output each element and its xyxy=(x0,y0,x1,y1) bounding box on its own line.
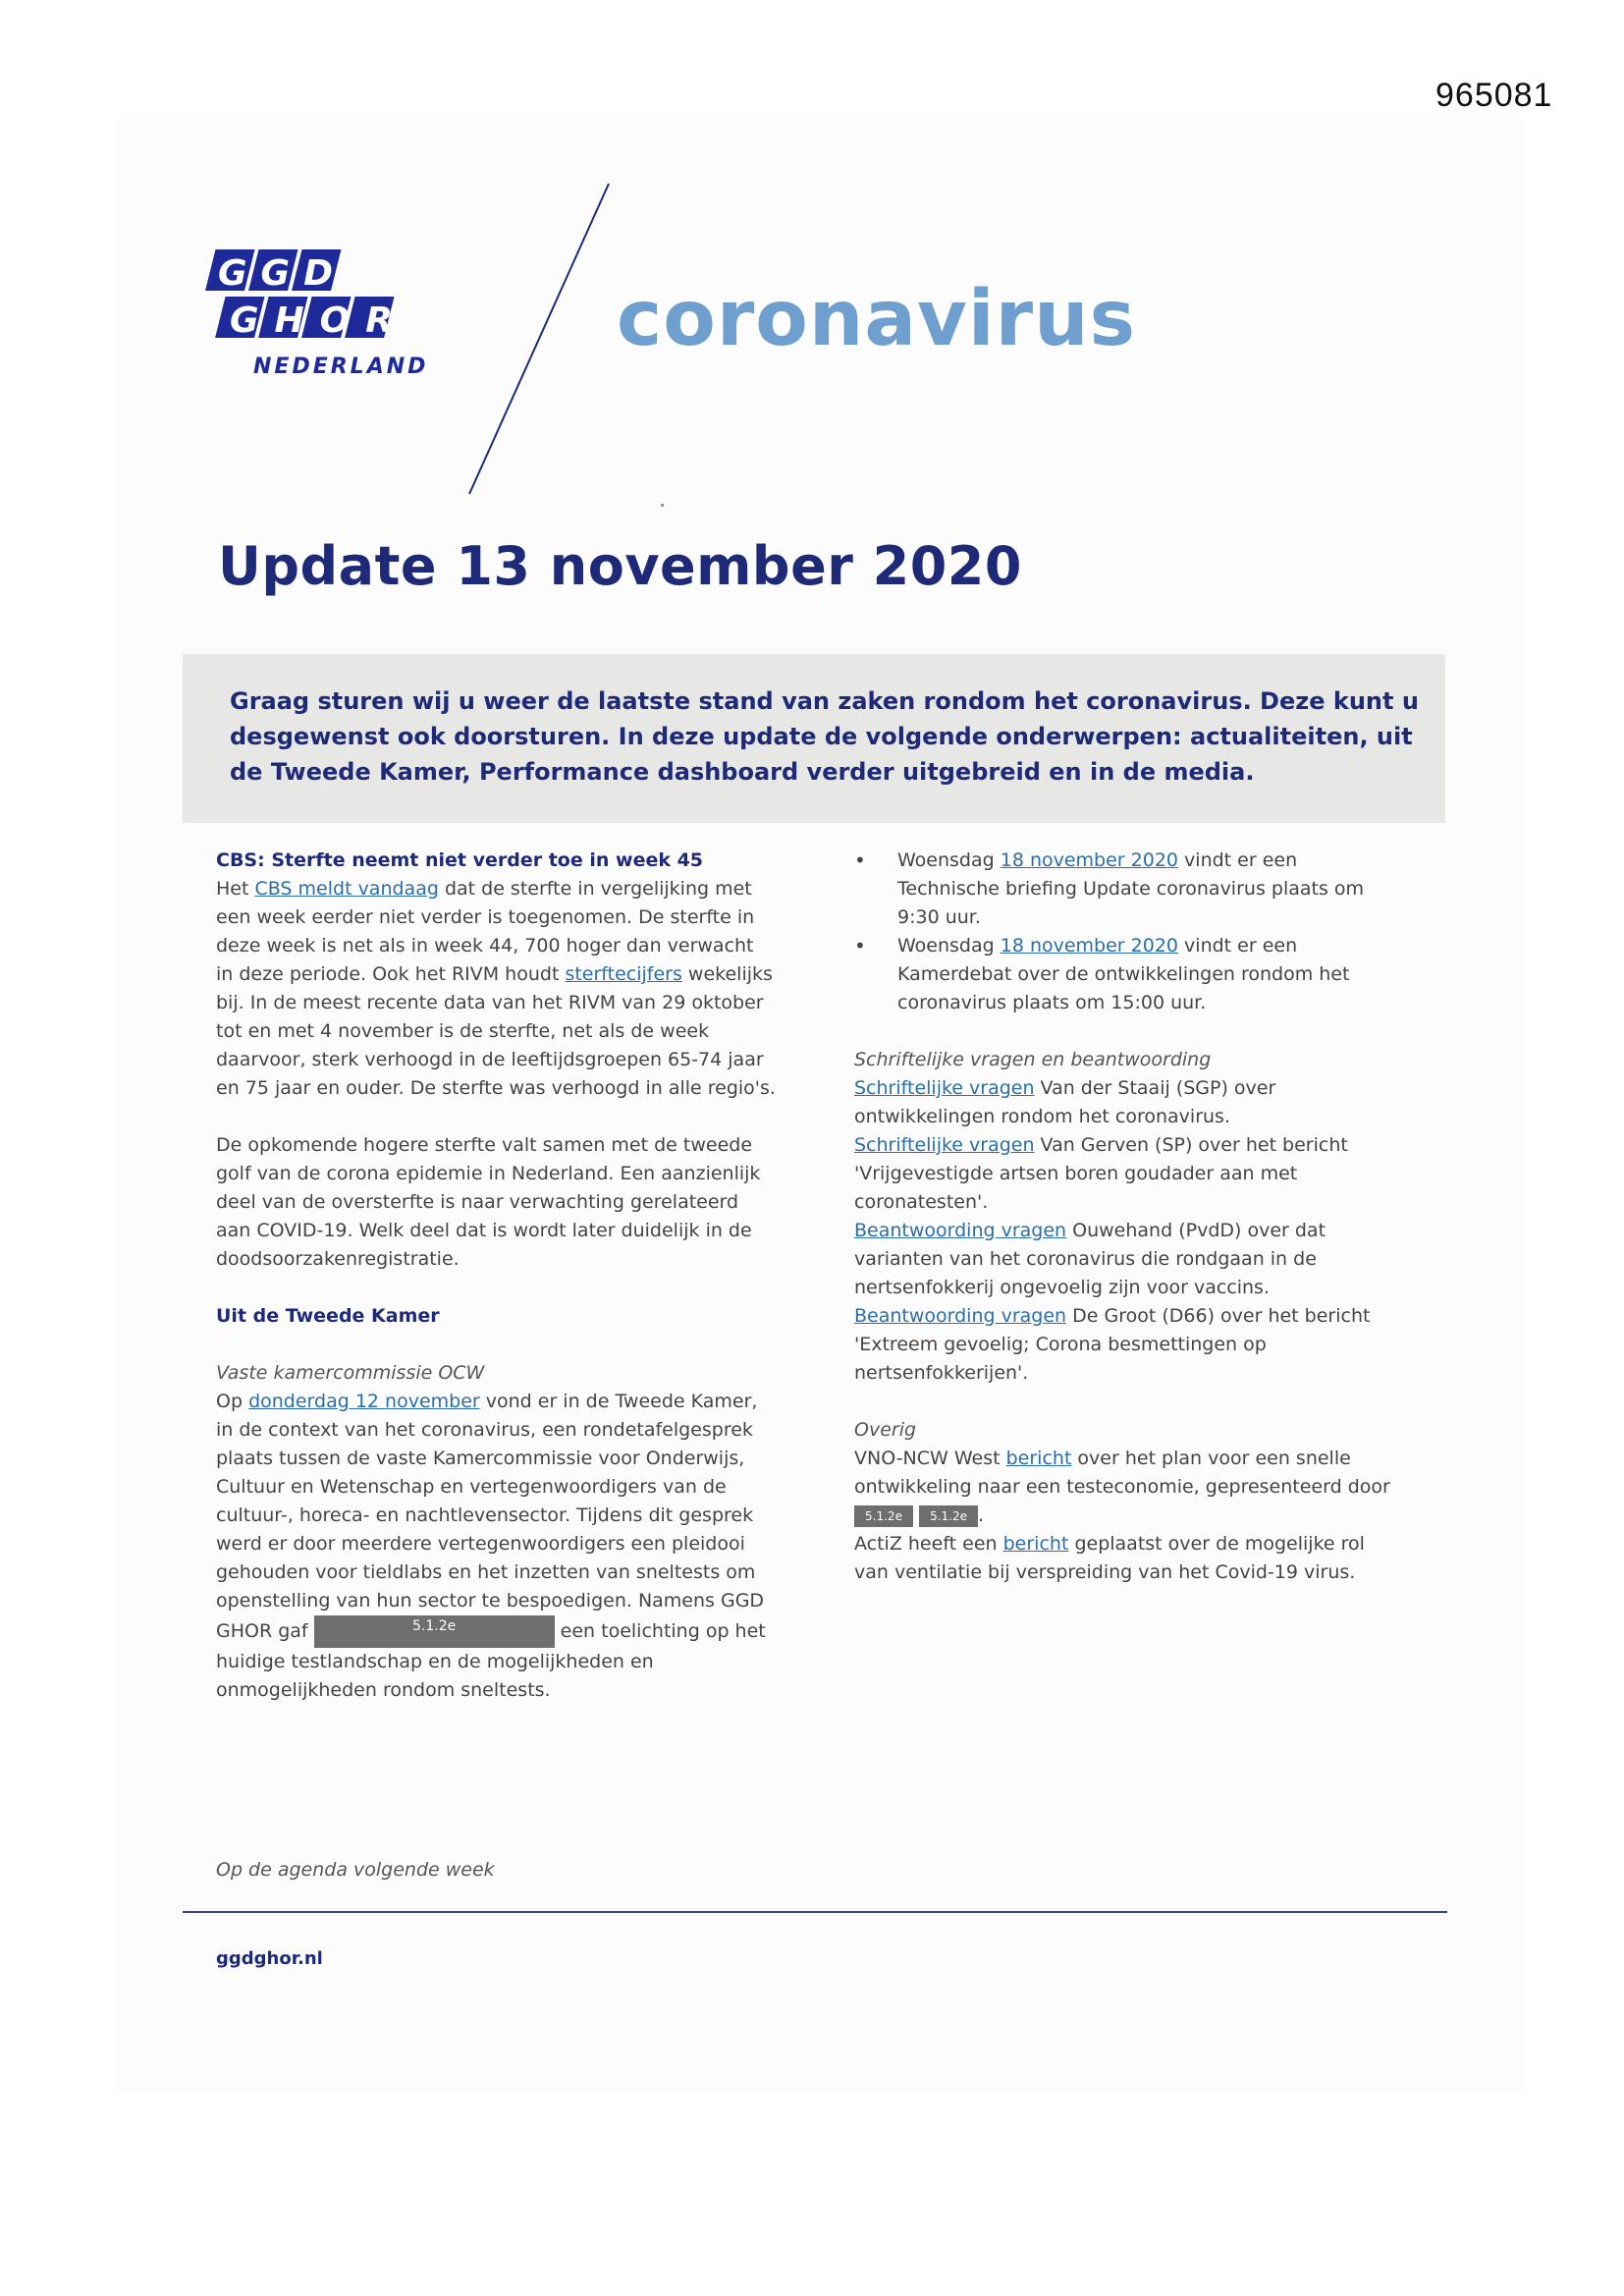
intro-box xyxy=(183,654,1445,823)
brand-word: coronavirus xyxy=(617,275,1137,363)
redaction-box: 5.1.2e xyxy=(919,1505,978,1527)
divider-slash xyxy=(461,182,619,496)
list-item: • Woensdag 18 november 2020 vindt er een Kamerdebat over de ontwikkelingen rondom het coronavirus plaats om 15:00 uur. xyxy=(854,932,1404,1017)
footer-rule xyxy=(183,1911,1447,1913)
vraag-1: Schriftelijke vragen Van der Staaij (SGP) over ontwikkelingen rondom het coronavirus. xyxy=(854,1077,1276,1127)
beantwoording-link[interactable]: Beantwoording vragen xyxy=(854,1220,1067,1241)
beantwoording-link[interactable]: Beantwoording vragen xyxy=(854,1305,1067,1327)
subheading-overig: Overig xyxy=(854,1419,917,1441)
logo-line2: GHOR xyxy=(230,301,409,341)
stray-dot xyxy=(661,504,664,507)
cbs-link[interactable]: CBS meldt vandaag xyxy=(254,878,439,900)
ggd-ghor-logo xyxy=(194,247,440,385)
redaction-box: 5.1.2e xyxy=(314,1615,555,1648)
vraag-3: Beantwoording vragen Ouwehand (PvdD) over dat varianten van het coronavirus die rondgaan in de nertsenfokkerij ongevoelig zijn voor vaccins. xyxy=(854,1220,1326,1298)
right-column xyxy=(854,847,1404,1587)
heading-cbs: CBS: Sterfte neemt niet verder toe in week 45 xyxy=(216,849,704,871)
page-title: Update 13 november 2020 xyxy=(218,535,1022,597)
heading-tweede-kamer: Uit de Tweede Kamer xyxy=(216,1305,440,1327)
vragen-link[interactable]: Schriftelijke vragen xyxy=(854,1134,1035,1156)
vraag-2: Schriftelijke vragen Van Gerven (SP) over het bericht 'Vrijgevestigde artsen boren goudader aan met coronatesten'. xyxy=(854,1134,1348,1213)
sterftecijfers-link[interactable]: sterftecijfers xyxy=(565,963,682,985)
cbs-paragraph: Het CBS meldt vandaag dat de sterfte in vergelijking met een week eerder niet verder is toegenomen. De sterfte in deze week is net als in week 44, 700 hoger dan verwacht in deze periode. Ook het RIVM houdt sterftecijfers wekelijks bij. In de meest recente data van het RIVM van 29 oktober tot en met 4 november is de sterfte, net als de week daarvoor, sterk verhoogd in de leeftijdsgroepen 65-74 jaar en 75 jaar en ouder. De sterfte was verhoogd in alle regio's. xyxy=(216,878,776,1099)
vragen-link[interactable]: Schriftelijke vragen xyxy=(854,1077,1035,1099)
ocw-paragraph: Op donderdag 12 november vond er in de Tweede Kamer, in de context van het coronavirus, een rondetafelgesprek plaats tussen de vaste Kamercommissie voor Onderwijs, Cultuur en Wetenschap en vertegenwoordigers van de cultuur-, horeca- en nachtlevensector. Tijdens dit gesprek werd er door meerdere vertegenwoordigers een pleidooi gehouden voor tieldlabs en het inzetten van sneltests om openstelling van hun sector te bespoedigen. Namens GGD GHOR gaf 5.1.2e een toelichting op het huidige testlandschap en de mogelijkheden en onmogelijkheden rondom sneltests. xyxy=(216,1391,766,1701)
date-link[interactable]: 18 november 2020 xyxy=(1000,849,1179,871)
left-column xyxy=(216,847,776,1705)
date-link[interactable]: 18 november 2020 xyxy=(1000,935,1179,957)
overig-actiz: ActiZ heeft een bericht geplaatst over de mogelijke rol van ventilatie bij verspreiding van het Covid-19 virus. xyxy=(854,1533,1365,1583)
agenda-label: Op de agenda volgende week xyxy=(216,1859,495,1881)
bericht-link[interactable]: bericht xyxy=(1002,1533,1069,1555)
overig-vno: VNO-NCW West bericht over het plan voor een snelle ontwikkeling naar een testeconomie, gepresenteerd door 5.1.2e 5.1.2e . xyxy=(854,1448,1390,1526)
subheading-vragen: Schriftelijke vragen en beantwoording xyxy=(854,1049,1212,1070)
vraag-4: Beantwoording vragen De Groot (D66) over het bericht 'Extreem gevoelig; Corona besmettingen op nertsenfokkerijen'. xyxy=(854,1305,1371,1384)
footer-site[interactable]: ggdghor.nl xyxy=(216,1948,323,1969)
agenda-bullets xyxy=(854,847,1404,1017)
logo-line3: NEDERLAND xyxy=(253,355,429,379)
subheading-ocw: Vaste kamercommissie OCW xyxy=(216,1362,485,1384)
list-item: • Woensdag 18 november 2020 vindt er een Technische briefing Update coronavirus plaats om 9:30 uur. xyxy=(854,847,1404,932)
redaction-box: 5.1.2e xyxy=(854,1505,913,1527)
bericht-link[interactable]: bericht xyxy=(1005,1448,1072,1469)
donderdag-link[interactable]: donderdag 12 november xyxy=(248,1391,480,1412)
oversterfte-paragraph: De opkomende hogere sterfte valt samen met de tweede golf van de corona epidemie in Nederland. Een aanzienlijk deel van de oversterfte is naar verwachting gerelateerd aan COVID-19. Welk deel dat is wordt later duidelijk in de doodsoorzakenregistratie. xyxy=(216,1134,761,1270)
intro-text: Graag sturen wij u weer de laatste stand van zaken rondom het coronavirus. Deze kunt u desgewenst ook doorsturen. In deze update de volgende onderwerpen: actualiteiten, uit de Tweede Kamer, Performance dashboard verder uitgebreid en in de media. xyxy=(230,687,1419,786)
logo-line1: GGD xyxy=(218,253,347,294)
document-number: 965081 xyxy=(1435,77,1553,114)
